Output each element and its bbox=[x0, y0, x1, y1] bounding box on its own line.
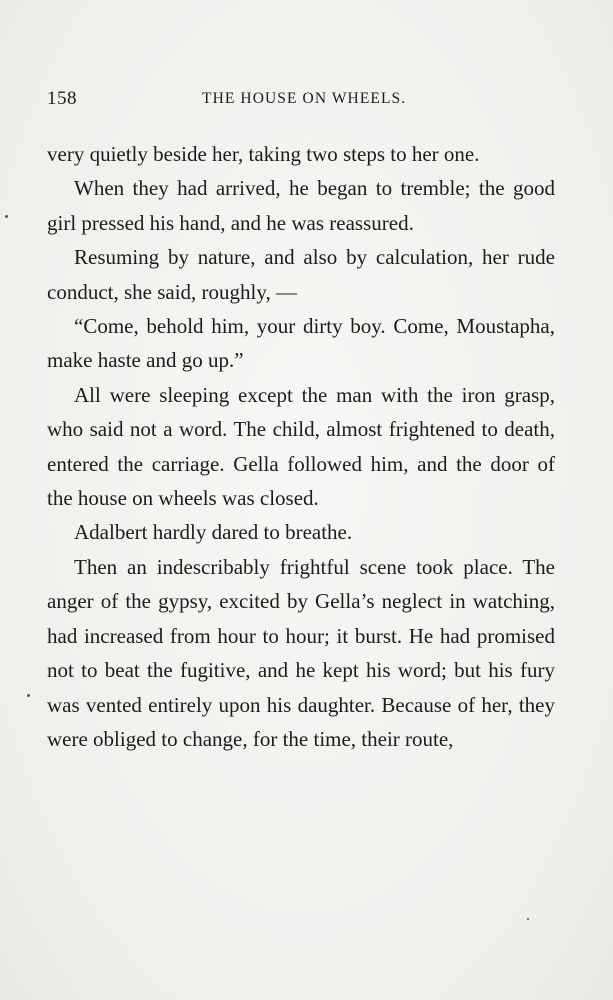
paragraph: “Come, behold him, your dirty boy. Come, Moustapha, make haste and go up.” bbox=[47, 314, 555, 373]
paper-speck bbox=[5, 215, 8, 218]
paragraph: Adalbert hardly dared to breathe. bbox=[74, 520, 353, 545]
running-title: THE HOUSE ON WHEELS. bbox=[202, 90, 407, 107]
paragraph: When they had arrived, he began to tremble; the good girl pressed his hand, and he was reassured. bbox=[47, 176, 555, 235]
paper-speck bbox=[27, 694, 30, 697]
paragraph: Then an indescribably frightful scene took place. The anger of the gypsy, excited by Gella’s neglect in watching, had increased from hour to hour; it burst. He had promised not to beat the fugitive, and he kept his word; but his fury was vented entirely upon his daughter. Because of her, they were obliged to change, for the time, their route, bbox=[47, 554, 555, 751]
paragraph: All were sleeping except the man with the iron grasp, who said not a word. The child, almost frightened to death, entered the carriage. Gella followed him, and the door of the house on wheels was closed. bbox=[47, 382, 555, 511]
page-number: 158 bbox=[47, 88, 77, 109]
body-text bbox=[47, 137, 555, 756]
paragraph: Resuming by nature, and also by calculation, her rude conduct, she said, roughly, — bbox=[47, 245, 555, 304]
paper-speck bbox=[527, 918, 529, 920]
paragraph: very quietly beside her, taking two steps to her one. bbox=[47, 142, 480, 166]
page-header bbox=[47, 88, 555, 112]
